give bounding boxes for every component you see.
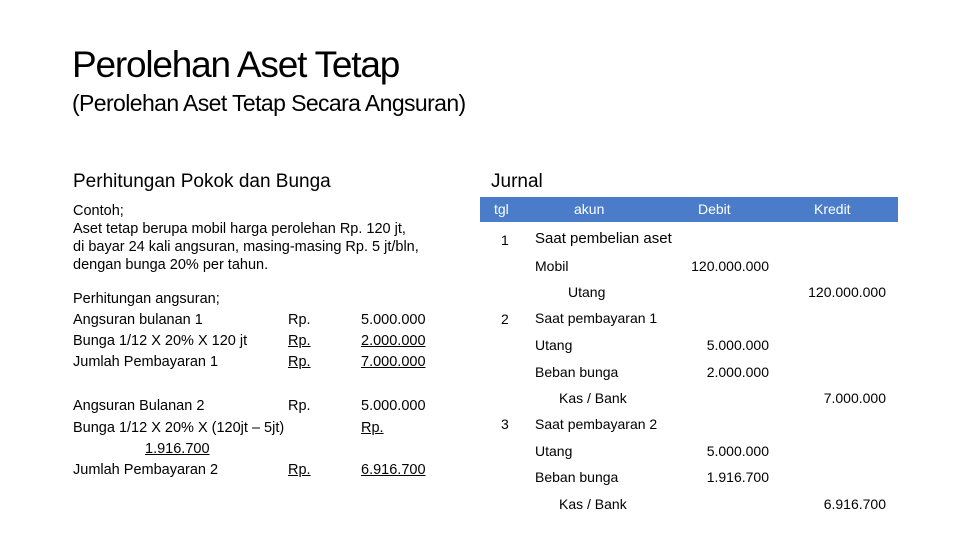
- example-line: dengan bunga 20% per tahun.: [73, 257, 269, 273]
- debit-amount: 5.000.000: [706, 443, 769, 459]
- calc2-cur-2: Rp.: [361, 420, 384, 436]
- calc1-label-3: Jumlah Pembayaran 1: [73, 354, 219, 370]
- entry-tgl: 1: [501, 232, 509, 248]
- credit-amount: 6.916.700: [823, 496, 886, 512]
- debit-account: Beban bunga: [535, 469, 619, 485]
- journal-heading: Jurnal: [491, 171, 543, 192]
- page-subtitle: (Perolehan Aset Tetap Secara Angsuran): [72, 90, 466, 116]
- calc1-amount-1: 5.000.000: [361, 312, 426, 328]
- col-tgl: tgl: [494, 201, 509, 217]
- entry-title: Saat pembayaran 2: [535, 416, 658, 432]
- debit-amount: 5.000.000: [706, 337, 769, 353]
- calc2-cur-1: Rp.: [288, 398, 311, 414]
- calc1-cur-1: Rp.: [288, 312, 311, 328]
- calc1-cur-3: Rp.: [288, 354, 311, 370]
- example-line: di bayar 24 kali angsuran, masing-masing Rp. 5 jt/bln,: [73, 239, 419, 255]
- entry-title: Saat pembelian aset: [535, 230, 672, 247]
- page-title: Perolehan Aset Tetap: [72, 44, 400, 85]
- calc-subheading: Perhitungan angsuran;: [73, 291, 220, 307]
- example-line: Contoh;: [73, 203, 124, 219]
- calc1-cur-2: Rp.: [288, 333, 311, 349]
- calc1-label-2: Bunga 1/12 X 20% X 120 jt: [73, 333, 248, 349]
- debit-account: Mobil: [535, 258, 569, 274]
- col-kredit: Kredit: [814, 201, 851, 217]
- calc1-amount-2: 2.000.000: [361, 333, 426, 349]
- col-debit: Debit: [698, 201, 731, 217]
- calc2-label-3: Jumlah Pembayaran 2: [73, 462, 219, 478]
- credit-amount: 120.000.000: [808, 284, 886, 300]
- calc1-amount-3: 7.000.000: [361, 354, 426, 370]
- debit-account: Beban bunga: [535, 364, 619, 380]
- entry-tgl: 2: [501, 311, 509, 327]
- calc1-label-1: Angsuran bulanan 1: [73, 312, 203, 328]
- debit-account: Utang: [535, 337, 573, 353]
- example-line: Aset tetap berupa mobil harga perolehan Rp. 120 jt,: [73, 221, 406, 237]
- debit-amount: 120.000.000: [691, 258, 769, 274]
- credit-account: Kas / Bank: [559, 390, 627, 406]
- journal-header: [480, 197, 898, 222]
- calc2-cur-3: Rp.: [288, 462, 311, 478]
- calc-heading: Perhitungan Pokok dan Bunga: [73, 171, 331, 192]
- calc2-amount-3: 6.916.700: [361, 462, 426, 478]
- credit-amount: 7.000.000: [823, 390, 886, 406]
- credit-account: Kas / Bank: [559, 496, 627, 512]
- credit-account: Utang: [568, 284, 606, 300]
- calc2-label-1: Angsuran Bulanan 2: [73, 398, 205, 414]
- col-akun: akun: [574, 201, 605, 217]
- debit-account: Utang: [535, 443, 573, 459]
- entry-tgl: 3: [501, 416, 509, 432]
- calc2-label-2: Bunga 1/12 X 20% X (120jt – 5jt): [73, 420, 285, 436]
- calc2-bunga-amount: 1.916.700: [145, 441, 210, 457]
- entry-title: Saat pembayaran 1: [535, 310, 658, 326]
- debit-amount: 2.000.000: [706, 364, 769, 380]
- example-text: [73, 202, 419, 274]
- debit-amount: 1.916.700: [706, 469, 769, 485]
- calc2-amount-1: 5.000.000: [361, 398, 426, 414]
